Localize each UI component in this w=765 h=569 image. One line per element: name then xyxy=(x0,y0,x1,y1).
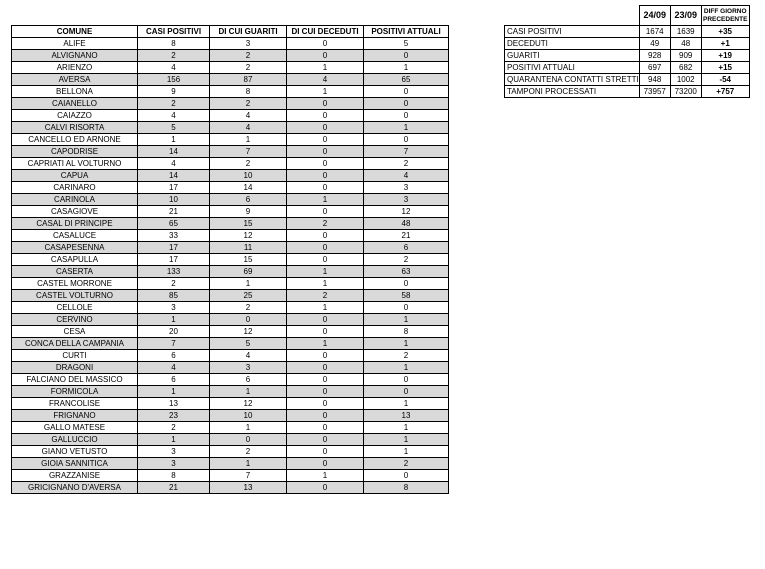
summary-row xyxy=(505,50,750,62)
casi-positivi-cell: 4 xyxy=(138,362,210,374)
table-row xyxy=(12,110,449,122)
positivi-attuali-cell: 0 xyxy=(364,386,449,398)
deceduti-cell: 0 xyxy=(287,146,364,158)
positivi-attuali-cell: 58 xyxy=(364,290,449,302)
deceduti-cell: 2 xyxy=(287,218,364,230)
comune-cell: CANCELLO ED ARNONE xyxy=(12,134,138,146)
table-row xyxy=(12,182,449,194)
casi-positivi-cell: 7 xyxy=(138,338,210,350)
comune-cell: FRIGNANO xyxy=(12,410,138,422)
comune-cell: FORMICOLA xyxy=(12,386,138,398)
guariti-cell: 2 xyxy=(210,98,287,110)
deceduti-cell: 0 xyxy=(287,446,364,458)
header-casi-positivi: CASI POSITIVI xyxy=(138,26,210,38)
table-row xyxy=(12,434,449,446)
positivi-attuali-cell: 1 xyxy=(364,314,449,326)
comune-cell: CASERTA xyxy=(12,266,138,278)
positivi-attuali-cell: 0 xyxy=(364,134,449,146)
table-row xyxy=(12,350,449,362)
positivi-attuali-cell: 8 xyxy=(364,482,449,494)
table-row xyxy=(12,398,449,410)
summary-label-cell: TAMPONI PROCESSATI xyxy=(505,86,640,98)
header-comune: COMUNE xyxy=(12,26,138,38)
summary-diff-cell: +19 xyxy=(701,50,749,62)
positivi-attuali-cell: 2 xyxy=(364,458,449,470)
positivi-attuali-cell: 1 xyxy=(364,446,449,458)
deceduti-cell: 0 xyxy=(287,386,364,398)
casi-positivi-cell: 1 xyxy=(138,386,210,398)
casi-positivi-cell: 17 xyxy=(138,242,210,254)
positivi-attuali-cell: 63 xyxy=(364,266,449,278)
table-row xyxy=(12,158,449,170)
summary-previous-cell: 909 xyxy=(670,50,701,62)
casi-positivi-cell: 17 xyxy=(138,254,210,266)
table-row xyxy=(12,62,449,74)
deceduti-cell: 0 xyxy=(287,98,364,110)
comune-cell: CAPUA xyxy=(12,170,138,182)
comune-cell: GIOIA SANNITICA xyxy=(12,458,138,470)
positivi-attuali-cell: 1 xyxy=(364,398,449,410)
guariti-cell: 25 xyxy=(210,290,287,302)
comune-cell: CASAPULLA xyxy=(12,254,138,266)
positivi-attuali-cell: 65 xyxy=(364,74,449,86)
deceduti-cell: 1 xyxy=(287,266,364,278)
header-di-cui-deceduti: DI CUI DECEDUTI xyxy=(287,26,364,38)
summary-current-cell: 1674 xyxy=(639,26,670,38)
comune-cell: CAIANELLO xyxy=(12,98,138,110)
comune-cell: GRAZZANISE xyxy=(12,470,138,482)
positivi-attuali-cell: 0 xyxy=(364,374,449,386)
table-row xyxy=(12,290,449,302)
table-row xyxy=(12,170,449,182)
summary-row xyxy=(505,38,750,50)
positivi-attuali-cell: 0 xyxy=(364,50,449,62)
guariti-cell: 7 xyxy=(210,146,287,158)
summary-label-cell: QUARANTENA CONTATTI STRETTI xyxy=(505,74,640,86)
table-row xyxy=(12,326,449,338)
table-row xyxy=(12,410,449,422)
table-row xyxy=(12,206,449,218)
positivi-attuali-cell: 2 xyxy=(364,350,449,362)
casi-positivi-cell: 1 xyxy=(138,134,210,146)
guariti-cell: 11 xyxy=(210,242,287,254)
casi-positivi-cell: 13 xyxy=(138,398,210,410)
summary-diff-cell: +15 xyxy=(701,62,749,74)
casi-positivi-cell: 5 xyxy=(138,122,210,134)
positivi-attuali-cell: 1 xyxy=(364,434,449,446)
casi-positivi-cell: 156 xyxy=(138,74,210,86)
comuni-header-row xyxy=(12,26,449,38)
casi-positivi-cell: 4 xyxy=(138,110,210,122)
deceduti-cell: 1 xyxy=(287,278,364,290)
summary-header-date-previous: 23/09 xyxy=(670,6,701,26)
guariti-cell: 3 xyxy=(210,362,287,374)
positivi-attuali-cell: 6 xyxy=(364,242,449,254)
guariti-cell: 10 xyxy=(210,410,287,422)
deceduti-cell: 0 xyxy=(287,326,364,338)
deceduti-cell: 0 xyxy=(287,242,364,254)
header-di-cui-guariti: DI CUI GUARITI xyxy=(210,26,287,38)
deceduti-cell: 0 xyxy=(287,170,364,182)
positivi-attuali-cell: 8 xyxy=(364,326,449,338)
positivi-attuali-cell: 3 xyxy=(364,182,449,194)
deceduti-cell: 0 xyxy=(287,398,364,410)
guariti-cell: 4 xyxy=(210,122,287,134)
casi-positivi-cell: 14 xyxy=(138,146,210,158)
guariti-cell: 6 xyxy=(210,374,287,386)
table-row xyxy=(12,74,449,86)
deceduti-cell: 0 xyxy=(287,38,364,50)
summary-current-cell: 49 xyxy=(639,38,670,50)
guariti-cell: 2 xyxy=(210,158,287,170)
table-row xyxy=(12,86,449,98)
casi-positivi-cell: 23 xyxy=(138,410,210,422)
comune-cell: CASALUCE xyxy=(12,230,138,242)
deceduti-cell: 1 xyxy=(287,338,364,350)
positivi-attuali-cell: 0 xyxy=(364,86,449,98)
summary-header-blank xyxy=(505,6,640,26)
guariti-cell: 0 xyxy=(210,314,287,326)
comuni-table xyxy=(11,25,449,494)
table-row xyxy=(12,98,449,110)
casi-positivi-cell: 4 xyxy=(138,158,210,170)
summary-diff-cell: -54 xyxy=(701,74,749,86)
comune-cell: CAIAZZO xyxy=(12,110,138,122)
guariti-cell: 1 xyxy=(210,386,287,398)
deceduti-cell: 0 xyxy=(287,206,364,218)
casi-positivi-cell: 20 xyxy=(138,326,210,338)
guariti-cell: 15 xyxy=(210,218,287,230)
summary-row xyxy=(505,74,750,86)
comune-cell: GIANO VETUSTO xyxy=(12,446,138,458)
summary-row xyxy=(505,86,750,98)
guariti-cell: 4 xyxy=(210,350,287,362)
casi-positivi-cell: 14 xyxy=(138,170,210,182)
casi-positivi-cell: 2 xyxy=(138,278,210,290)
casi-positivi-cell: 6 xyxy=(138,374,210,386)
casi-positivi-cell: 85 xyxy=(138,290,210,302)
summary-current-cell: 697 xyxy=(639,62,670,74)
deceduti-cell: 1 xyxy=(287,194,364,206)
casi-positivi-cell: 133 xyxy=(138,266,210,278)
guariti-cell: 14 xyxy=(210,182,287,194)
summary-current-cell: 928 xyxy=(639,50,670,62)
summary-current-cell: 73957 xyxy=(639,86,670,98)
comune-cell: GRICIGNANO D'AVERSA xyxy=(12,482,138,494)
comune-cell: GALLO MATESE xyxy=(12,422,138,434)
positivi-attuali-cell: 0 xyxy=(364,98,449,110)
casi-positivi-cell: 4 xyxy=(138,62,210,74)
casi-positivi-cell: 2 xyxy=(138,50,210,62)
guariti-cell: 1 xyxy=(210,134,287,146)
comune-cell: AVERSA xyxy=(12,74,138,86)
summary-label-cell: POSITIVI ATTUALI xyxy=(505,62,640,74)
positivi-attuali-cell: 2 xyxy=(364,254,449,266)
positivi-attuali-cell: 0 xyxy=(364,110,449,122)
guariti-cell: 7 xyxy=(210,470,287,482)
comune-cell: CAPODRISE xyxy=(12,146,138,158)
deceduti-cell: 0 xyxy=(287,374,364,386)
casi-positivi-cell: 33 xyxy=(138,230,210,242)
comune-cell: ALVIGNANO xyxy=(12,50,138,62)
deceduti-cell: 4 xyxy=(287,74,364,86)
positivi-attuali-cell: 0 xyxy=(364,470,449,482)
summary-current-cell: 948 xyxy=(639,74,670,86)
comune-cell: GALLUCCIO xyxy=(12,434,138,446)
summary-header-date-current: 24/09 xyxy=(639,6,670,26)
guariti-cell: 12 xyxy=(210,230,287,242)
table-row xyxy=(12,134,449,146)
positivi-attuali-cell: 7 xyxy=(364,146,449,158)
summary-label-cell: CASI POSITIVI xyxy=(505,26,640,38)
deceduti-cell: 0 xyxy=(287,122,364,134)
guariti-cell: 8 xyxy=(210,86,287,98)
positivi-attuali-cell: 1 xyxy=(364,62,449,74)
comune-cell: ARIENZO xyxy=(12,62,138,74)
deceduti-cell: 1 xyxy=(287,470,364,482)
positivi-attuali-cell: 4 xyxy=(364,170,449,182)
positivi-attuali-cell: 12 xyxy=(364,206,449,218)
table-row xyxy=(12,422,449,434)
comune-cell: BELLONA xyxy=(12,86,138,98)
casi-positivi-cell: 2 xyxy=(138,98,210,110)
casi-positivi-cell: 10 xyxy=(138,194,210,206)
positivi-attuali-cell: 3 xyxy=(364,194,449,206)
summary-diff-cell: +1 xyxy=(701,38,749,50)
comune-cell: CAPRIATI AL VOLTURNO xyxy=(12,158,138,170)
table-row xyxy=(12,446,449,458)
guariti-cell: 1 xyxy=(210,458,287,470)
guariti-cell: 3 xyxy=(210,38,287,50)
guariti-cell: 69 xyxy=(210,266,287,278)
casi-positivi-cell: 6 xyxy=(138,350,210,362)
table-row xyxy=(12,278,449,290)
comune-cell: CARINOLA xyxy=(12,194,138,206)
summary-diff-cell: +35 xyxy=(701,26,749,38)
comune-cell: CALVI RISORTA xyxy=(12,122,138,134)
positivi-attuali-cell: 2 xyxy=(364,158,449,170)
table-row xyxy=(12,314,449,326)
guariti-cell: 15 xyxy=(210,254,287,266)
casi-positivi-cell: 9 xyxy=(138,86,210,98)
comune-cell: ALIFE xyxy=(12,38,138,50)
guariti-cell: 6 xyxy=(210,194,287,206)
comune-cell: CELLOLE xyxy=(12,302,138,314)
deceduti-cell: 0 xyxy=(287,362,364,374)
deceduti-cell: 0 xyxy=(287,158,364,170)
guariti-cell: 12 xyxy=(210,398,287,410)
summary-table xyxy=(504,5,750,98)
comune-cell: CASTEL MORRONE xyxy=(12,278,138,290)
deceduti-cell: 0 xyxy=(287,434,364,446)
positivi-attuali-cell: 1 xyxy=(364,422,449,434)
table-row xyxy=(12,230,449,242)
table-row xyxy=(12,338,449,350)
positivi-attuali-cell: 13 xyxy=(364,410,449,422)
positivi-attuali-cell: 1 xyxy=(364,122,449,134)
comune-cell: FALCIANO DEL MASSICO xyxy=(12,374,138,386)
table-row xyxy=(12,50,449,62)
guariti-cell: 10 xyxy=(210,170,287,182)
guariti-cell: 87 xyxy=(210,74,287,86)
table-row xyxy=(12,122,449,134)
guariti-cell: 5 xyxy=(210,338,287,350)
deceduti-cell: 0 xyxy=(287,110,364,122)
guariti-cell: 2 xyxy=(210,446,287,458)
casi-positivi-cell: 21 xyxy=(138,482,210,494)
positivi-attuali-cell: 48 xyxy=(364,218,449,230)
positivi-attuali-cell: 5 xyxy=(364,38,449,50)
table-row xyxy=(12,374,449,386)
summary-header-diff: DIFF GIORNO PRECEDENTE xyxy=(701,6,749,26)
deceduti-cell: 0 xyxy=(287,314,364,326)
guariti-cell: 12 xyxy=(210,326,287,338)
comune-cell: CASTEL VOLTURNO xyxy=(12,290,138,302)
guariti-cell: 2 xyxy=(210,50,287,62)
guariti-cell: 0 xyxy=(210,434,287,446)
deceduti-cell: 1 xyxy=(287,86,364,98)
deceduti-cell: 0 xyxy=(287,458,364,470)
summary-diff-cell: +757 xyxy=(701,86,749,98)
summary-label-cell: GUARITI xyxy=(505,50,640,62)
guariti-cell: 9 xyxy=(210,206,287,218)
deceduti-cell: 1 xyxy=(287,302,364,314)
guariti-cell: 1 xyxy=(210,422,287,434)
table-row xyxy=(12,38,449,50)
table-row xyxy=(12,458,449,470)
comune-cell: CESA xyxy=(12,326,138,338)
positivi-attuali-cell: 0 xyxy=(364,278,449,290)
comune-cell: CERVINO xyxy=(12,314,138,326)
positivi-attuali-cell: 1 xyxy=(364,338,449,350)
header-positivi-attuali: POSITIVI ATTUALI xyxy=(364,26,449,38)
table-row xyxy=(12,242,449,254)
positivi-attuali-cell: 1 xyxy=(364,362,449,374)
casi-positivi-cell: 17 xyxy=(138,182,210,194)
comune-cell: CASAGIOVE xyxy=(12,206,138,218)
table-row xyxy=(12,146,449,158)
deceduti-cell: 0 xyxy=(287,410,364,422)
summary-previous-cell: 48 xyxy=(670,38,701,50)
guariti-cell: 4 xyxy=(210,110,287,122)
summary-header-row xyxy=(505,6,750,26)
casi-positivi-cell: 3 xyxy=(138,302,210,314)
casi-positivi-cell: 3 xyxy=(138,446,210,458)
summary-previous-cell: 73200 xyxy=(670,86,701,98)
summary-label-cell: DECEDUTI xyxy=(505,38,640,50)
summary-previous-cell: 1002 xyxy=(670,74,701,86)
table-row xyxy=(12,254,449,266)
guariti-cell: 2 xyxy=(210,62,287,74)
comune-cell: CASAL DI PRINCIPE xyxy=(12,218,138,230)
table-row xyxy=(12,362,449,374)
deceduti-cell: 1 xyxy=(287,62,364,74)
summary-previous-cell: 1639 xyxy=(670,26,701,38)
guariti-cell: 13 xyxy=(210,482,287,494)
deceduti-cell: 0 xyxy=(287,50,364,62)
comune-cell: CURTI xyxy=(12,350,138,362)
summary-row xyxy=(505,26,750,38)
table-row xyxy=(12,386,449,398)
deceduti-cell: 0 xyxy=(287,254,364,266)
summary-previous-cell: 682 xyxy=(670,62,701,74)
casi-positivi-cell: 3 xyxy=(138,458,210,470)
positivi-attuali-cell: 21 xyxy=(364,230,449,242)
comune-cell: FRANCOLISE xyxy=(12,398,138,410)
comune-cell: CARINARO xyxy=(12,182,138,194)
deceduti-cell: 2 xyxy=(287,290,364,302)
table-row xyxy=(12,194,449,206)
casi-positivi-cell: 8 xyxy=(138,38,210,50)
deceduti-cell: 0 xyxy=(287,230,364,242)
comune-cell: DRAGONI xyxy=(12,362,138,374)
deceduti-cell: 0 xyxy=(287,350,364,362)
guariti-cell: 2 xyxy=(210,302,287,314)
deceduti-cell: 0 xyxy=(287,182,364,194)
comune-cell: CASAPESENNA xyxy=(12,242,138,254)
table-row xyxy=(12,470,449,482)
casi-positivi-cell: 8 xyxy=(138,470,210,482)
casi-positivi-cell: 65 xyxy=(138,218,210,230)
table-row xyxy=(12,302,449,314)
positivi-attuali-cell: 0 xyxy=(364,302,449,314)
guariti-cell: 1 xyxy=(210,278,287,290)
casi-positivi-cell: 1 xyxy=(138,314,210,326)
casi-positivi-cell: 1 xyxy=(138,434,210,446)
deceduti-cell: 0 xyxy=(287,422,364,434)
deceduti-cell: 0 xyxy=(287,134,364,146)
deceduti-cell: 0 xyxy=(287,482,364,494)
table-row xyxy=(12,218,449,230)
table-row xyxy=(12,266,449,278)
casi-positivi-cell: 21 xyxy=(138,206,210,218)
summary-row xyxy=(505,62,750,74)
casi-positivi-cell: 2 xyxy=(138,422,210,434)
table-row xyxy=(12,482,449,494)
comune-cell: CONCA DELLA CAMPANIA xyxy=(12,338,138,350)
